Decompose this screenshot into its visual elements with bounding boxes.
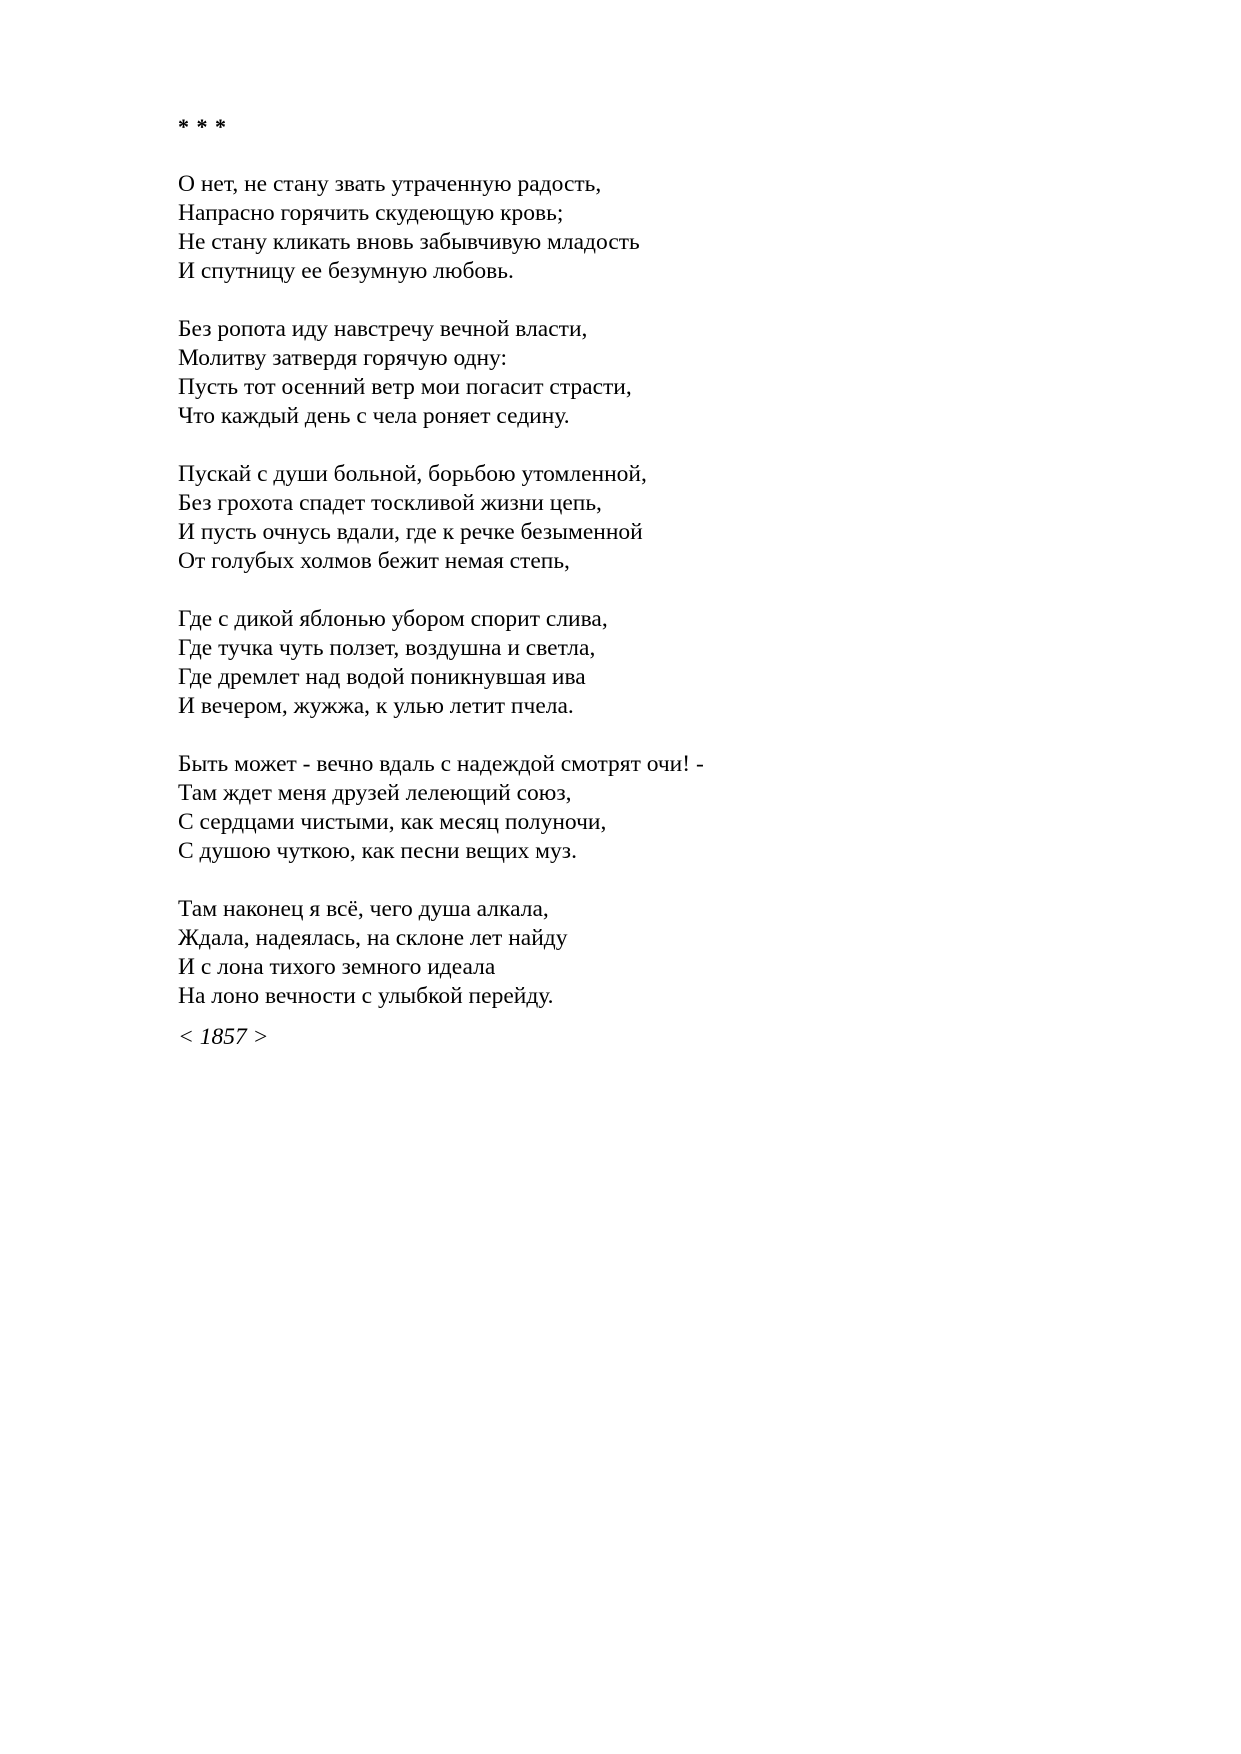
poem-heading: * * * <box>178 114 227 139</box>
poem-line: С душою чуткою, как песни вещих муз. <box>178 838 577 864</box>
poem-line: Пусть тот осенний ветр мои погасит страсти, <box>178 374 632 400</box>
stanza-4 <box>178 605 1078 721</box>
poem-line: Где дремлет над водой поникнувшая ива <box>178 664 586 690</box>
poem-line: Не стану кликать вновь забывчивую младость <box>178 229 640 255</box>
poem-date: < 1857 > <box>178 1024 269 1050</box>
poem-line: Молитву затвердя горячую одну: <box>178 345 508 371</box>
stanza-6 <box>178 895 1078 1011</box>
poem-line: Где с дикой яблонью убором спорит слива, <box>178 606 608 632</box>
poem-line: И спутницу ее безумную любовь. <box>178 258 514 284</box>
poem-line: И вечером, жужжа, к улью летит пчела. <box>178 693 574 719</box>
poem-line: От голубых холмов бежит немая степь, <box>178 548 570 574</box>
poem-line: Ждала, надеялась, на склоне лет найду <box>178 925 568 951</box>
stanza-5 <box>178 750 1078 866</box>
stanza-3 <box>178 460 1078 576</box>
poem-line: Без ропота иду навстречу вечной власти, <box>178 316 588 342</box>
poem-line: Там наконец я всё, чего душа алкала, <box>178 896 549 922</box>
poem-line: Где тучка чуть ползет, воздушна и светла, <box>178 635 596 661</box>
poem-line: Быть может - вечно вдаль с надеждой смотрят очи! - <box>178 751 704 777</box>
stanza-2 <box>178 315 1078 431</box>
poem-line: И пусть очнусь вдали, где к речке безыменной <box>178 519 643 545</box>
poem-line: На лоно вечности с улыбкой перейду. <box>178 983 554 1009</box>
poem-page <box>178 112 1078 1052</box>
poem-line: Что каждый день с чела роняет седину. <box>178 403 570 429</box>
poem-line: Пускай с души больной, борьбою утомленной, <box>178 461 647 487</box>
poem-line: О нет, не стану звать утраченную радость, <box>178 171 602 197</box>
poem-line: И с лона тихого земного идеала <box>178 954 496 980</box>
stanza-1 <box>178 170 1078 286</box>
poem-line: Напрасно горячить скудеющую кровь; <box>178 200 564 226</box>
poem-line: Там ждет меня друзей лелеющий союз, <box>178 780 572 806</box>
poem-line: Без грохота спадет тоскливой жизни цепь, <box>178 490 602 516</box>
poem-line: С сердцами чистыми, как месяц полуночи, <box>178 809 607 835</box>
